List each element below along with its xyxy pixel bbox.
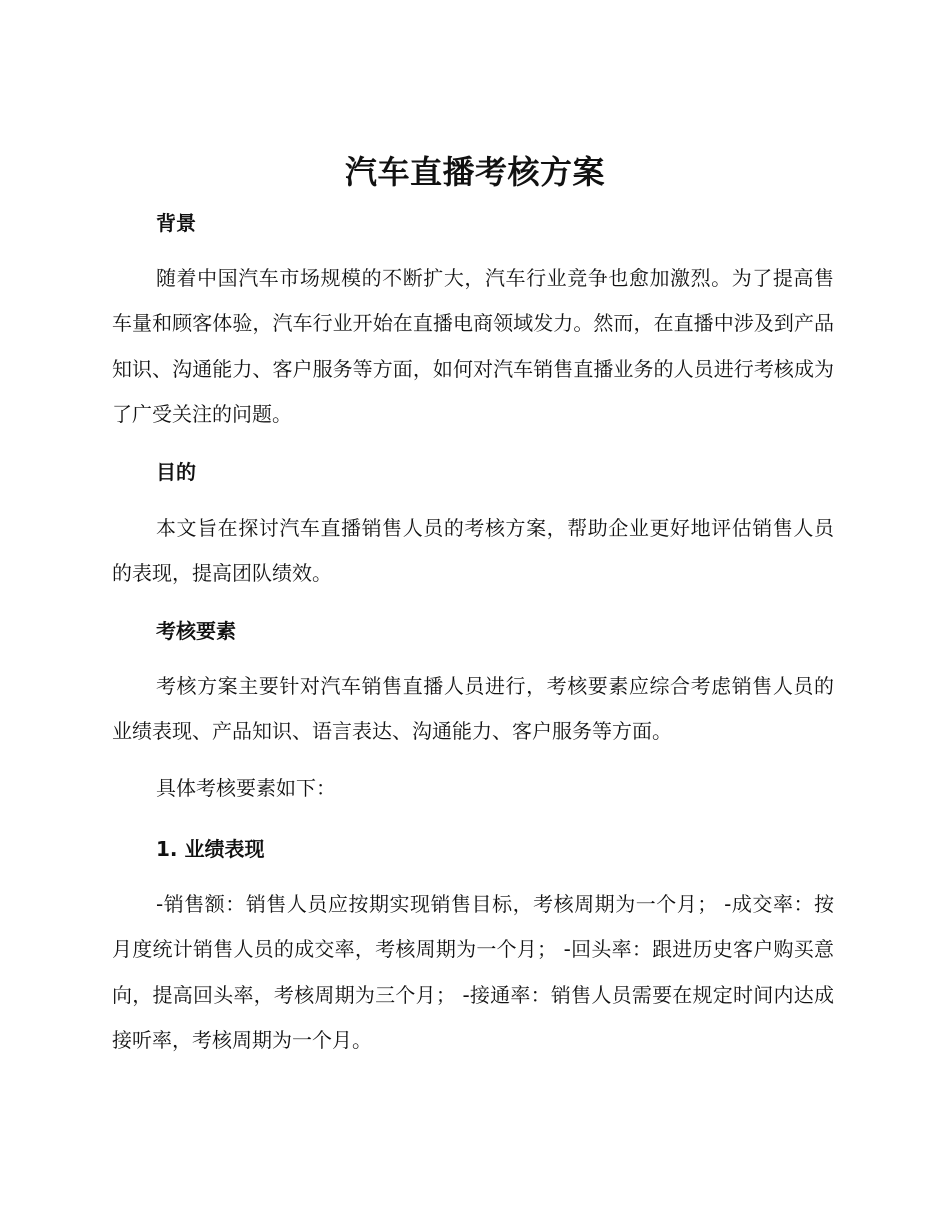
section-heading-performance: 1. 业绩表现 [156, 837, 265, 861]
section-heading-background: 背景 [156, 211, 196, 235]
document-title: 汽车直播考核方案 [344, 153, 605, 191]
section-heading-assessment-elements: 考核要素 [156, 619, 236, 643]
assessment-elements-intro: 具体考核要素如下： [156, 776, 336, 800]
assessment-elements-paragraph: 考核方案主要针对汽车销售直播人员进行，考核要素应综合考虑销售人员的业绩表现、产品知识、语言表达、沟通能力、客户服务等方面。 [112, 674, 834, 744]
performance-paragraph: -销售额：销售人员应按期实现销售目标，考核周期为一个月； -成交率：按月度统计销售人员的成交率，考核周期为一个月； -回头率：跟进历史客户购买意向，提高回头率，考核周期为三个月； -接通率：销售人员需要在规定时间内达成接听率，考核周期为一个月。 [112, 892, 834, 1052]
section-heading-purpose: 目的 [156, 460, 196, 484]
background-paragraph: 随着中国汽车市场规模的不断扩大，汽车行业竞争也愈加激烈。为了提高售车量和顾客体验，汽车行业开始在直播电商领域发力。然而，在直播中涉及到产品知识、沟通能力、客户服务等方面，如何对汽车销售直播业务的人员进行考核成为了广受关注的问题。 [112, 266, 834, 426]
purpose-paragraph: 本文旨在探讨汽车直播销售人员的考核方案，帮助企业更好地评估销售人员的表现，提高团队绩效。 [112, 516, 834, 586]
